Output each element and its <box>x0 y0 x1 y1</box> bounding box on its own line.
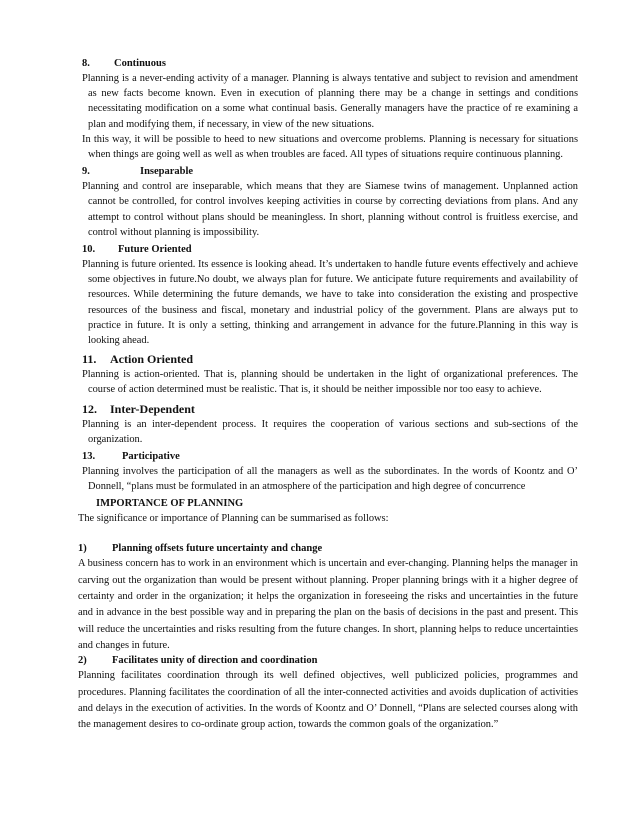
point-number: 2) <box>78 655 87 667</box>
section-paragraph: Planning is future oriented. Its essence is looking ahead. It’s undertaken to handle future events effectively and achieve some objectives in future.No doubt, we always plan for future. We anticipate future requirements and availability of resources. While determining the future demands, we have to take into consideration the existing and prospective resources of the business and fiscal, monetary and industrial policy of the government. Plans are always put to practice in future. It is only a setting, thinking and arrangement in advance for the future.Planning in this way is looking ahead. <box>82 259 578 347</box>
point-heading <box>78 542 578 556</box>
section-title: Participative <box>122 451 180 463</box>
section-number: 9. <box>82 166 90 178</box>
section-number: 10. <box>82 244 96 256</box>
importance-intro: The significance or importance of Planning can be summarised as follows: <box>78 513 389 525</box>
point-paragraph: Planning facilitates coordination through its well defined objectives, well publicized policies, programmes and procedures. Planning facilitates the coordination of all the inter-connected activities and avoids duplication of activities and delays in the execution of activities. In the words of Koontz and O’ Donnell, “Plans are selected courses along with the management desires to co-ordinate group action, towards the common goals of the organization.” <box>78 670 578 731</box>
section-heading <box>82 352 578 367</box>
point-title: Facilitates unity of direction and coordination <box>112 655 318 667</box>
section-paragraph: Planning is an inter-dependent process. It requires the cooperation of various sections and sub-sections of the organization. <box>82 418 578 445</box>
importance-heading: IMPORTANCE OF PLANNING <box>96 498 244 510</box>
point-heading <box>78 654 578 668</box>
section-title: Inseparable <box>140 166 194 178</box>
section-title: Inter-Dependent <box>110 401 195 416</box>
section-heading <box>82 402 578 417</box>
section-paragraph: Planning is action-oriented. That is, planning should be undertaken in the light of organizational preferences. The course of action determined must be realistic. That is, it should be neither impossible nor too easy to achieve. <box>82 369 578 396</box>
section-heading <box>82 450 578 464</box>
section-title: Continuous <box>114 58 166 69</box>
point-title: Planning offsets future uncertainty and change <box>112 543 323 555</box>
section-paragraph: Planning and control are inseparable, which means that they are Siamese twins of management. Unplanned action cannot be controlled, for control involves keeping activities in course by correcting deviations from plans. And any attempt to control without plans should be meaningless. In short, planning without control is fruitless exercise, and control without planning is impossibility. <box>82 181 578 238</box>
section-title: Action Oriented <box>110 352 193 367</box>
section-heading <box>82 165 578 179</box>
section-paragraph: Planning involves the participation of all the managers as well as the subordinates. In the words of Koontz and O’ Donnell, “plans must be formulated in an atmosphere of the participation and high degree of concurrence <box>82 466 578 493</box>
section-number: 13. <box>82 451 96 463</box>
section-number: 11. <box>82 352 97 367</box>
point-paragraph: A business concern has to work in an environment which is uncertain and ever-changing. Planning helps the manager in carving out the organization than would be present without planning. Proper planning brings with it a higher degree of certainty and order in the organization; it helps the organization in foreseeing the risks and uncertainties in the future and in advance in the best possible way and in preparing the plan on the basis of decisions in the past and present. This will reduce the uncertainties and risks resulting from the future changes. In short, planning helps to reduce uncertainties and changes in future. <box>78 558 578 651</box>
section-paragraph: Planning is a never-ending activity of a manager. Planning is always tentative and subject to revision and amendment as new facts become known. Even in execution of planning there may be a change in settings and conditions necessitating modification on a some what continual basis. Generally managers have the practice of re examining a plan and modifying them, if necessary, in view of the new situations. <box>82 73 578 130</box>
section-number: 8. <box>82 58 90 69</box>
section-heading <box>82 243 578 257</box>
point-number: 1) <box>78 543 87 555</box>
document-page <box>78 54 578 733</box>
section-paragraph: In this way, it will be possible to heed to new situations and overcome problems. Planning is necessary for situations when things are going well as well as when troubles are faced. All types of situations require continuous planning. <box>82 133 578 161</box>
section-number: 12. <box>82 401 97 416</box>
section-heading <box>82 57 578 71</box>
section-title: Future Oriented <box>118 244 192 256</box>
